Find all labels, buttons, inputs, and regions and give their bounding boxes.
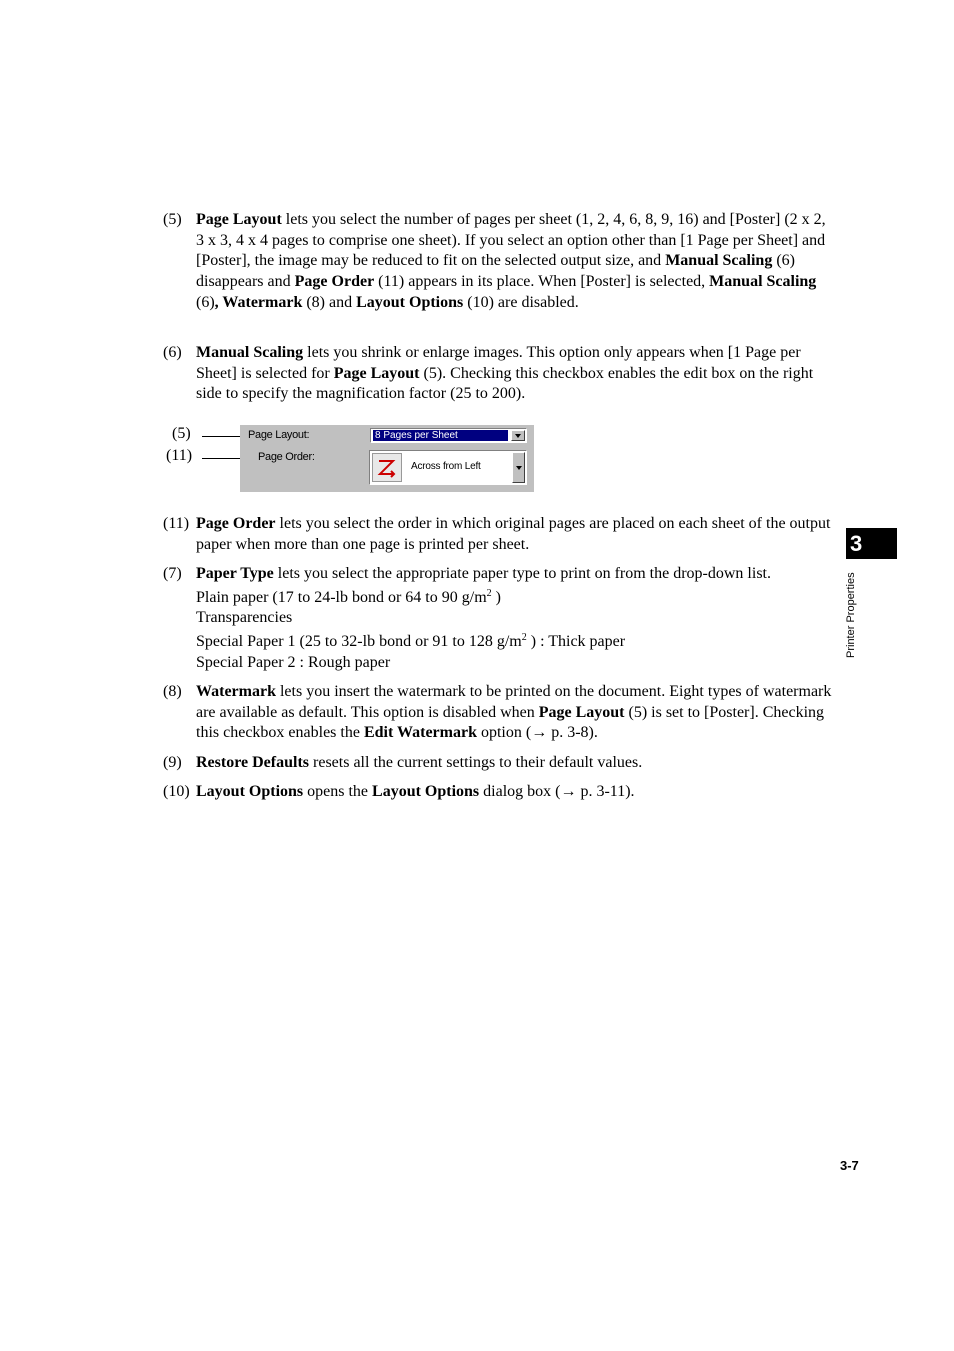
bold-term: Layout Options [356, 293, 464, 311]
bold-term: Page Order [196, 515, 276, 532]
dropdown-button[interactable] [511, 430, 525, 441]
text-run: (6) [196, 293, 215, 311]
bold-term: Page Layout [538, 703, 625, 721]
item-watermark [163, 682, 833, 744]
item-number: (9) [163, 754, 182, 771]
item-text [196, 343, 833, 405]
item-number: (7) [163, 565, 182, 582]
chapter-title: Printer Properties [845, 572, 857, 658]
item-text [196, 564, 833, 585]
bold-term: Manual Scaling [709, 273, 817, 291]
text-run: (5). Checking this checkbox enables the edit box on the right side to specify the magnification factor (25 to 200). [196, 364, 814, 403]
item-number: (8) [163, 683, 182, 700]
paper-type-special-1: Special Paper 1 (25 to 32-lb bond or 91 to 128 $g/m^2$ ) : Thick paper [196, 632, 626, 650]
text-run: lets you select the number of pages per sheet (1, 2, 4, 6, 8, 9, 16) and [Poster] (2 x 2, 3 x 3, 4 x 4 pages to comprise one sheet). If you select an option other than [1 Page per Sheet] and [Poster], the image may be reduced to fit on the selected output size, and [196, 211, 826, 270]
item-restore-defaults [163, 753, 833, 774]
item-text [196, 782, 833, 803]
z-order-icon [373, 454, 401, 481]
chevron-down-icon [515, 434, 521, 438]
chevron-down-icon [516, 466, 522, 470]
bold-term: Page Layout [196, 211, 282, 228]
bold-term: Page Order [294, 273, 375, 291]
item-number: (5) [163, 211, 182, 228]
text-run: (5) is set to [Poster]. Checking this checkbox enables the [196, 703, 825, 742]
bold-term: Restore Defaults [196, 754, 310, 771]
dropdown-button[interactable] [512, 452, 525, 483]
page-order-icon [372, 453, 402, 482]
callout-page-layout: (5) [172, 425, 191, 442]
item-page-order [163, 514, 833, 555]
bold-term: Layout Options [196, 783, 304, 800]
item-page-layout [163, 210, 833, 314]
page-number: 3-7 [840, 1158, 859, 1173]
text-run: option (→ p. 3-8). [476, 724, 598, 742]
text-run: dialog box (→ p. 3-11). [479, 783, 635, 800]
page-order-select[interactable] [369, 450, 527, 485]
page-order-value: Across from Left [411, 461, 481, 472]
text-run: (8) and [302, 293, 357, 311]
bold-term: Manual Scaling [665, 252, 773, 270]
paper-type-plain: Plain paper (17 to 24-lb bond or 64 to 90 $g/m^2$ ) [196, 588, 501, 606]
item-text [196, 753, 833, 774]
text-run: (11) appears in its place. When [Poster] is selected, [374, 273, 710, 291]
item-manual-scaling [163, 343, 833, 405]
text-run: opens the [303, 783, 373, 800]
text-run: lets you insert the watermark to be printed on the document. Eight types of watermark are available as default. This option is disabled when [196, 683, 832, 721]
item-layout-options [163, 782, 833, 803]
text-run: resets all the current settings to their default values. [309, 754, 643, 771]
page-layout-dialog-screenshot [240, 425, 534, 492]
bold-term: Paper Type [196, 565, 274, 582]
item-text [196, 514, 833, 555]
chapter-tab: 3 [846, 528, 897, 559]
item-paper-type [163, 564, 833, 585]
page-order-label: Page Order: [258, 451, 315, 463]
page-layout-selected-value: 8 Pages per Sheet [373, 430, 508, 441]
page-layout-select[interactable] [370, 428, 527, 443]
bold-term: , Watermark [214, 293, 303, 311]
text-run: lets you select the appropriate paper type to print on from the drop-down list. [273, 565, 771, 582]
paper-type-transparencies: Transparencies [196, 609, 293, 626]
page-layout-label: Page Layout: [248, 429, 310, 441]
bold-term: Watermark [196, 683, 276, 700]
item-number: (10) [163, 783, 190, 800]
text-run: lets you select the order in which original pages are placed on each sheet of the output paper when more than one page is printed per sheet. [196, 515, 831, 553]
item-number: (11) [163, 515, 190, 532]
item-text [196, 682, 833, 744]
bold-term: Manual Scaling [196, 344, 304, 361]
item-text [196, 210, 833, 314]
item-number: (6) [163, 344, 182, 361]
text-run: (6) disappears and [196, 252, 795, 291]
paper-type-special-2: Special Paper 2 : Rough paper [196, 654, 391, 671]
bold-term: Page Layout [333, 364, 420, 382]
bold-term: Layout Options [372, 783, 480, 800]
text-run: lets you shrink or enlarge images. This option only appears when [1 Page per Sheet] is selected for [196, 344, 801, 382]
bold-term: Edit Watermark [363, 724, 477, 742]
text-run: (10) are disabled. [463, 293, 579, 311]
callout-page-order: (11) [166, 447, 193, 464]
